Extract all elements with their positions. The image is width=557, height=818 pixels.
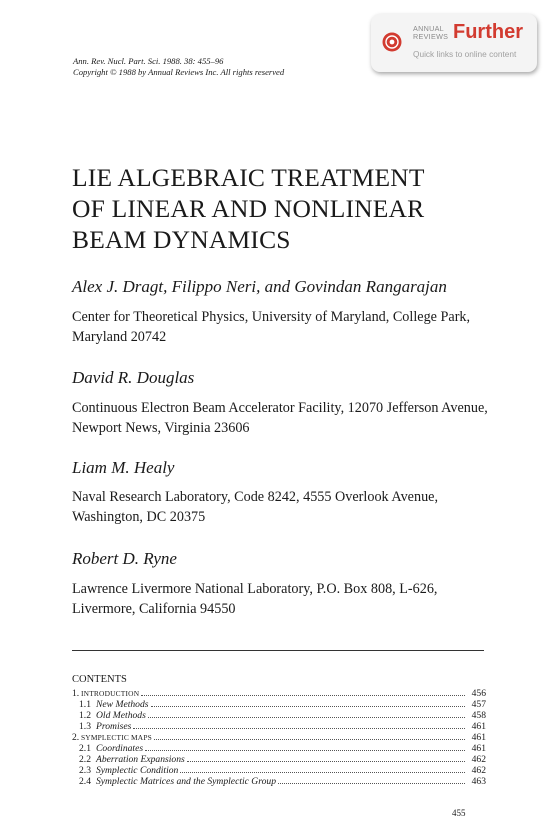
toc-entry	[72, 754, 486, 765]
author-names-2: David R. Douglas	[72, 368, 195, 387]
toc-entry	[72, 710, 486, 721]
toc-leader-dots	[133, 728, 465, 729]
toc-entry-title: Coordinates	[96, 743, 144, 754]
toc-entry	[72, 699, 486, 710]
badge-annual-label: ANNUAL	[413, 24, 444, 33]
affiliation-4-line-2: Livermore, California 94550	[72, 601, 236, 617]
further-badge[interactable]	[371, 14, 537, 72]
toc-entry	[72, 688, 486, 699]
toc-entry-number: 2.4	[79, 776, 91, 787]
contents-heading: CONTENTS	[72, 674, 127, 685]
affiliation-3-line-2: Washington, DC 20375	[72, 509, 206, 525]
toc-entry	[72, 721, 486, 732]
affiliation-3-line-1: Naval Research Laboratory, Code 8242, 4555 Overlook Avenue,	[72, 489, 439, 505]
toc-entry-number: 2.2	[79, 754, 91, 765]
toc-entry-title: SYMPLECTIC MAPS	[81, 733, 152, 742]
toc-entry-page: 458	[471, 710, 486, 721]
author-names-3: Liam M. Healy	[72, 458, 175, 477]
section-divider	[72, 650, 484, 651]
toc-entry-page: 461	[471, 721, 486, 732]
toc-entry-page: 461	[471, 732, 486, 743]
toc-leader-dots	[187, 761, 465, 762]
toc-entry-page: 456	[471, 688, 486, 699]
toc-entry-page: 462	[471, 754, 486, 765]
toc-entry-title: Symplectic Matrices and the Symplectic Group	[96, 776, 277, 787]
toc-entry-number: 2.	[72, 732, 80, 743]
badge-tagline: Quick links to online content	[413, 49, 517, 59]
toc-entry-title: Aberration Expansions	[96, 754, 185, 765]
toc-leader-dots	[148, 717, 465, 718]
toc-entry-title: Promises	[96, 721, 132, 732]
affiliation-2	[72, 398, 502, 438]
journal-citation: Ann. Rev. Nucl. Part. Sci. 1988. 38: 455–96	[73, 56, 224, 66]
badge-annual-reviews-text	[413, 25, 448, 41]
affiliation-1-line-1: Center for Theoretical Physics, University of Maryland, College Park,	[72, 309, 471, 325]
article-title	[72, 162, 425, 255]
toc-leader-dots	[154, 739, 465, 740]
toc-entry	[72, 743, 486, 754]
toc-entry-title: Symplectic Condition	[96, 765, 179, 776]
affiliation-4	[72, 579, 502, 619]
toc-entry-number: 1.3	[79, 721, 91, 732]
table-of-contents	[72, 688, 486, 787]
toc-entry-page: 461	[471, 743, 486, 754]
copyright-line: Copyright © 1988 by Annual Reviews Inc. All rights reserved	[73, 67, 285, 77]
toc-entry	[72, 732, 486, 743]
toc-entry-number: 1.1	[79, 699, 91, 710]
author-names-1: Alex J. Dragt, Filippo Neri, and Govindan Rangarajan	[72, 277, 447, 296]
title-line-3: BEAM DYNAMICS	[72, 225, 291, 254]
toc-entry-number: 1.	[72, 688, 80, 699]
toc-entry	[72, 776, 486, 787]
title-line-1: LIE ALGEBRAIC TREATMENT	[72, 163, 425, 192]
toc-leader-dots	[151, 706, 466, 707]
page-number: 455	[452, 808, 466, 818]
toc-leader-dots	[278, 783, 465, 784]
toc-entry-page: 457	[471, 699, 486, 710]
toc-entry	[72, 765, 486, 776]
toc-leader-dots	[145, 750, 465, 751]
toc-entry-number: 2.3	[79, 765, 91, 776]
toc-leader-dots	[141, 695, 465, 696]
toc-entry-number: 1.2	[79, 710, 91, 721]
author-names-4: Robert D. Ryne	[72, 549, 177, 568]
badge-further-label: Further	[453, 21, 523, 43]
toc-entry-title: New Methods	[96, 699, 149, 710]
affiliation-2-line-2: Newport News, Virginia 23606	[72, 420, 250, 436]
toc-entry-page: 462	[471, 765, 486, 776]
badge-reviews-label: REVIEWS	[413, 32, 449, 41]
toc-entry-title: INTRODUCTION	[81, 689, 140, 698]
toc-entry-number: 2.1	[79, 743, 91, 754]
affiliation-3	[72, 487, 502, 527]
affiliation-1-line-2: Maryland 20742	[72, 329, 167, 345]
toc-entry-title: Old Methods	[96, 710, 146, 721]
toc-entry-page: 463	[471, 776, 486, 787]
affiliation-1	[72, 307, 502, 347]
affiliation-4-line-1: Lawrence Livermore National Laboratory, P.O. Box 808, L-626,	[72, 581, 438, 597]
annual-reviews-logo-icon	[382, 32, 402, 52]
title-line-2: OF LINEAR AND NONLINEAR	[72, 194, 425, 223]
affiliation-2-line-1: Continuous Electron Beam Accelerator Facility, 12070 Jefferson Avenue,	[72, 400, 488, 416]
toc-leader-dots	[180, 772, 465, 773]
